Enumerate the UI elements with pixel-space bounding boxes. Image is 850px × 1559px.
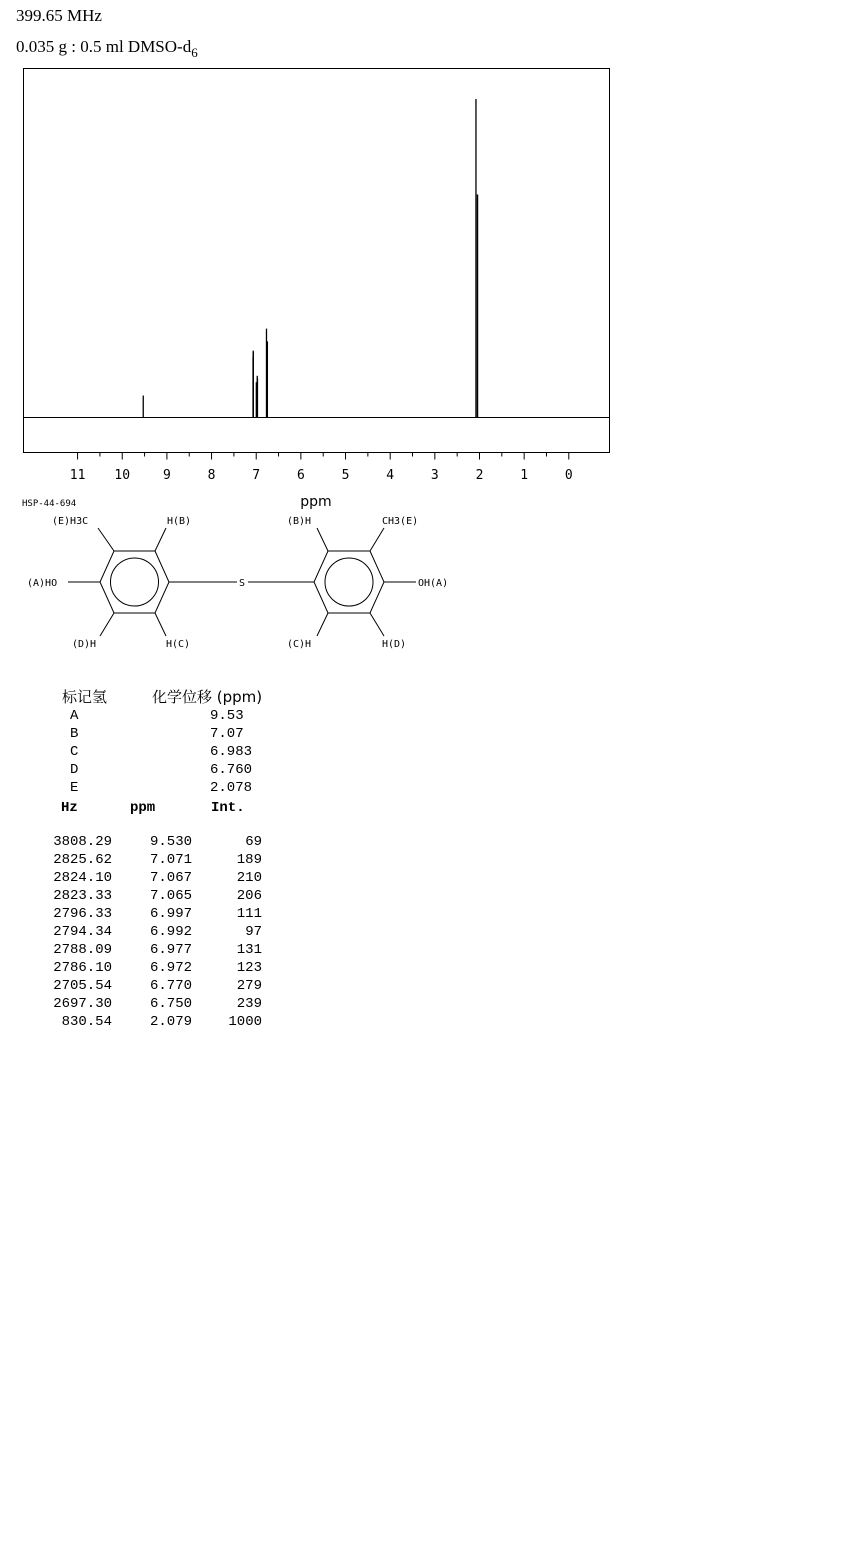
assignment-label: B xyxy=(70,726,79,742)
structure-code: HSP-44-694 xyxy=(22,499,77,509)
assignment-shift: 9.53 xyxy=(210,708,244,724)
x-tick-label: 1 xyxy=(520,468,529,483)
peak-hz: 2786.10 xyxy=(53,960,112,976)
assignment-label: E xyxy=(70,780,79,796)
sample-text: 0.035 g : 0.5 ml DMSO-d xyxy=(16,37,192,56)
peak-ppm: 6.750 xyxy=(149,996,192,1012)
label-h-b-right: (B)H xyxy=(287,516,312,527)
x-tick-label: 3 xyxy=(430,468,439,483)
peak-int: 1000 xyxy=(228,1014,262,1030)
right-ring-circle xyxy=(325,558,373,606)
assignment-label: C xyxy=(70,744,79,760)
peak-int: 210 xyxy=(236,870,262,886)
peak-hz: 2794.34 xyxy=(53,924,112,940)
assignment-shift: 7.07 xyxy=(210,726,244,742)
label-h-d-left: (D)H xyxy=(72,639,97,650)
peak-ppm: 6.977 xyxy=(149,942,192,958)
assignment-label: A xyxy=(70,708,79,724)
x-tick-label: 4 xyxy=(386,468,395,483)
label-oh-a-right: OH(A) xyxy=(418,578,449,589)
x-tick-label: 6 xyxy=(296,468,305,483)
assignment-label: D xyxy=(70,762,79,778)
peak-int: 189 xyxy=(236,852,262,868)
peak-int: 123 xyxy=(236,960,262,976)
peak-int: 131 xyxy=(236,942,262,958)
peak-ppm: 6.770 xyxy=(149,978,192,994)
peak-hz: 2824.10 xyxy=(53,870,112,886)
x-tick-label: 10 xyxy=(114,468,131,483)
col-shift-header: 化学位移 (ppm) xyxy=(152,688,263,706)
label-h-d-right: H(D) xyxy=(382,639,407,650)
peak-ppm: 9.530 xyxy=(149,834,192,850)
spectrometer-frequency: 399.65 MHz xyxy=(16,6,102,25)
peak-hz: 2825.62 xyxy=(53,852,112,868)
peak-int: 97 xyxy=(245,924,262,940)
x-tick-label: 2 xyxy=(475,468,484,483)
hz-header: Hz xyxy=(61,800,78,816)
x-tick-label: 7 xyxy=(252,468,261,483)
peak-hz: 2788.09 xyxy=(53,942,112,958)
label-h-c-right: (C)H xyxy=(287,639,312,650)
x-axis xyxy=(70,453,573,484)
plot-frame xyxy=(24,69,610,453)
x-tick-label: 5 xyxy=(341,468,350,483)
peak-int: 111 xyxy=(236,906,262,922)
x-axis-label: ppm xyxy=(300,494,332,510)
peak-int: 239 xyxy=(236,996,262,1012)
peak-layer xyxy=(143,99,477,418)
label-h-b-left: H(B) xyxy=(167,516,192,527)
peak-ppm: 6.972 xyxy=(149,960,192,976)
left-ring-circle xyxy=(111,558,159,606)
peak-hz: 2823.33 xyxy=(53,888,112,904)
peak-hz: 2705.54 xyxy=(53,978,112,994)
x-tick-label: 0 xyxy=(564,468,573,483)
peak-hz: 830.54 xyxy=(61,1014,112,1030)
peak-int: 69 xyxy=(245,834,262,850)
nmr-spectrum-chart xyxy=(0,0,850,520)
label-e-methyl-left: (E)H3C xyxy=(52,516,89,527)
structure-diagram xyxy=(0,495,480,660)
x-tick-label: 8 xyxy=(207,468,216,483)
col-label-header: 标记氢 xyxy=(62,688,108,706)
peak-ppm: 7.067 xyxy=(149,870,192,886)
peak-ppm: 7.065 xyxy=(149,888,192,904)
sample-subscript: 6 xyxy=(191,45,198,60)
peak-int: 279 xyxy=(236,978,262,994)
peak-ppm: 2.079 xyxy=(149,1014,192,1030)
int-header: Int. xyxy=(211,800,245,816)
x-tick-label: 9 xyxy=(162,468,171,483)
peak-ppm: 7.071 xyxy=(149,852,192,868)
peak-hz: 2796.33 xyxy=(53,906,112,922)
ppm-header: ppm xyxy=(130,800,156,816)
assignment-shift: 6.760 xyxy=(210,762,253,778)
peak-hz: 3808.29 xyxy=(53,834,112,850)
assignment-shift: 6.983 xyxy=(210,744,253,760)
peak-ppm: 6.997 xyxy=(149,906,192,922)
peak-int: 206 xyxy=(236,888,262,904)
label-ch3-e-right: CH3(E) xyxy=(382,516,419,527)
peak-hz: 2697.30 xyxy=(53,996,112,1012)
label-h-c-left: H(C) xyxy=(166,639,191,650)
x-tick-label: 11 xyxy=(69,468,86,483)
label-oh-a-left: (A)HO xyxy=(27,578,58,589)
peak-ppm: 6.992 xyxy=(149,924,192,940)
label-sulfur: S xyxy=(239,578,246,589)
assignment-shift: 2.078 xyxy=(210,780,253,796)
